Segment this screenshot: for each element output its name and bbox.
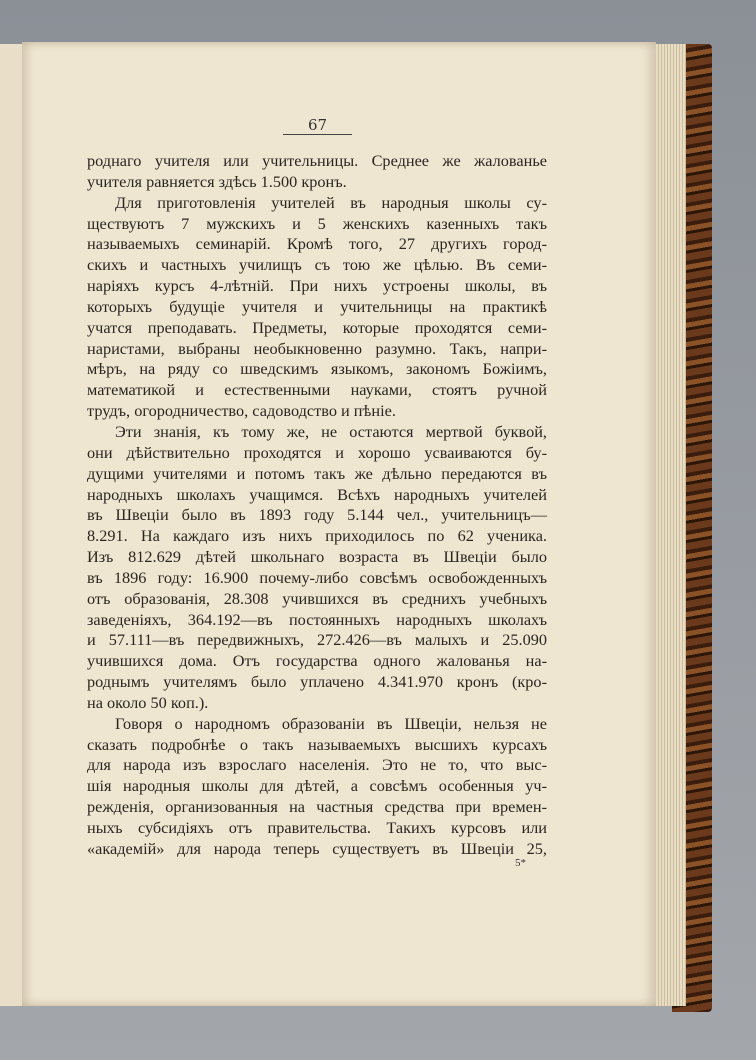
text-line: и 57.111—въ передвижныхъ, 272.426—въ малыхъ и 25.090	[87, 630, 547, 650]
paragraph	[87, 193, 547, 422]
text-line: сказать подробнѣе о такъ называемыхъ высшихъ курсахъ	[87, 734, 547, 754]
text-line: трудъ, огородничество, садоводство и пѣніе.	[87, 401, 396, 421]
text-line: Эти знанія, къ тому же, не остаются мертвой буквой,	[115, 421, 547, 441]
text-line: дущими учителями и потомъ такъ же дѣльно передаются въ	[87, 463, 547, 483]
text-line: заведеніяхъ, 364.192—въ постоянныхъ народныхъ школахъ	[87, 609, 547, 629]
text-line: учителя равняется здѣсь 1.500 кронъ.	[87, 171, 347, 191]
page-number: 67	[283, 116, 352, 135]
facing-page-edge	[0, 44, 24, 1006]
signature-mark: 5*	[515, 857, 526, 869]
text-line: Для приготовленія учителей въ народныя школы су-	[115, 192, 547, 212]
text-line: называемыхъ семинарій. Кромѣ того, 27 другихъ город-	[87, 234, 547, 254]
text-line: шія народныя школы для дѣтей, а совсѣмъ особенныя уч-	[87, 776, 547, 796]
text-line: Говоря о народномъ образованіи въ Швеціи, нельзя не	[115, 713, 547, 733]
text-line: отъ образованія, 28.308 учившихся въ среднихъ учебныхъ	[87, 588, 547, 608]
text-line: 8.291. На каждаго изъ нихъ приходилось по 62 ученика.	[87, 526, 547, 546]
text-line: роднаго учителя или учительницы. Среднее же жалованье	[87, 151, 547, 170]
text-line: математикой и естественными науками, стоятъ ручной	[87, 380, 547, 400]
text-line: на около 50 коп.).	[87, 692, 209, 712]
text-line: режденія, организованныя на частныя средства при времен-	[87, 797, 547, 817]
paragraph	[87, 422, 547, 714]
paragraph	[87, 151, 547, 193]
text-line: въ Швеціи было въ 1893 году 5.144 чел., учительницъ—	[87, 505, 547, 525]
text-line: ществуютъ 7 мужскихъ и 5 женскихъ казенныхъ такъ	[87, 213, 547, 233]
text-line: скихъ и частныхъ училищъ съ тою же цѣлью. Въ семи-	[87, 255, 547, 275]
text-line: Изъ 812.629 дѣтей школьнаго возраста въ Швеціи было	[87, 547, 547, 567]
paragraph	[87, 714, 547, 860]
text-line: учатся преподавать. Предметы, которые проходятся семи-	[87, 317, 547, 337]
text-line: мѣръ, на ряду со шведскимъ языкомъ, закономъ Божіимъ,	[87, 359, 547, 379]
text-line: наристами, выбраны необыкновенно разумно. Такъ, напри-	[87, 338, 547, 358]
body-text	[87, 151, 547, 860]
text-line: народныхъ школахъ учащимся. Всѣхъ народныхъ учителей	[87, 484, 547, 504]
text-line: роднымъ учителямъ было уплачено 4.341.970 кронъ (кро-	[87, 672, 547, 692]
text-line: ныхъ субсидіяхъ отъ правительства. Такихъ курсовъ или	[87, 818, 547, 837]
text-line: наріяхъ курсъ 4-лѣтній. При нихъ устроены школы, въ	[87, 276, 547, 296]
text-line: въ 1896 году: 16.900 почему-либо совсѣмъ освобожденныхъ	[87, 567, 547, 587]
text-line: учившихся дома. Отъ государства одного жалованья на-	[87, 651, 547, 671]
text-line: для народа изъ взрослаго населенія. Это не то, что выс-	[87, 755, 547, 775]
text-line: «академій» для народа теперь существуетъ въ Швеціи 25,	[87, 838, 547, 858]
text-line: они дѣйствительно проходятся и хорошо усваиваются бу-	[87, 442, 547, 462]
text-line: которыхъ будущіе учителя и учительницы на практикѣ	[87, 296, 547, 316]
